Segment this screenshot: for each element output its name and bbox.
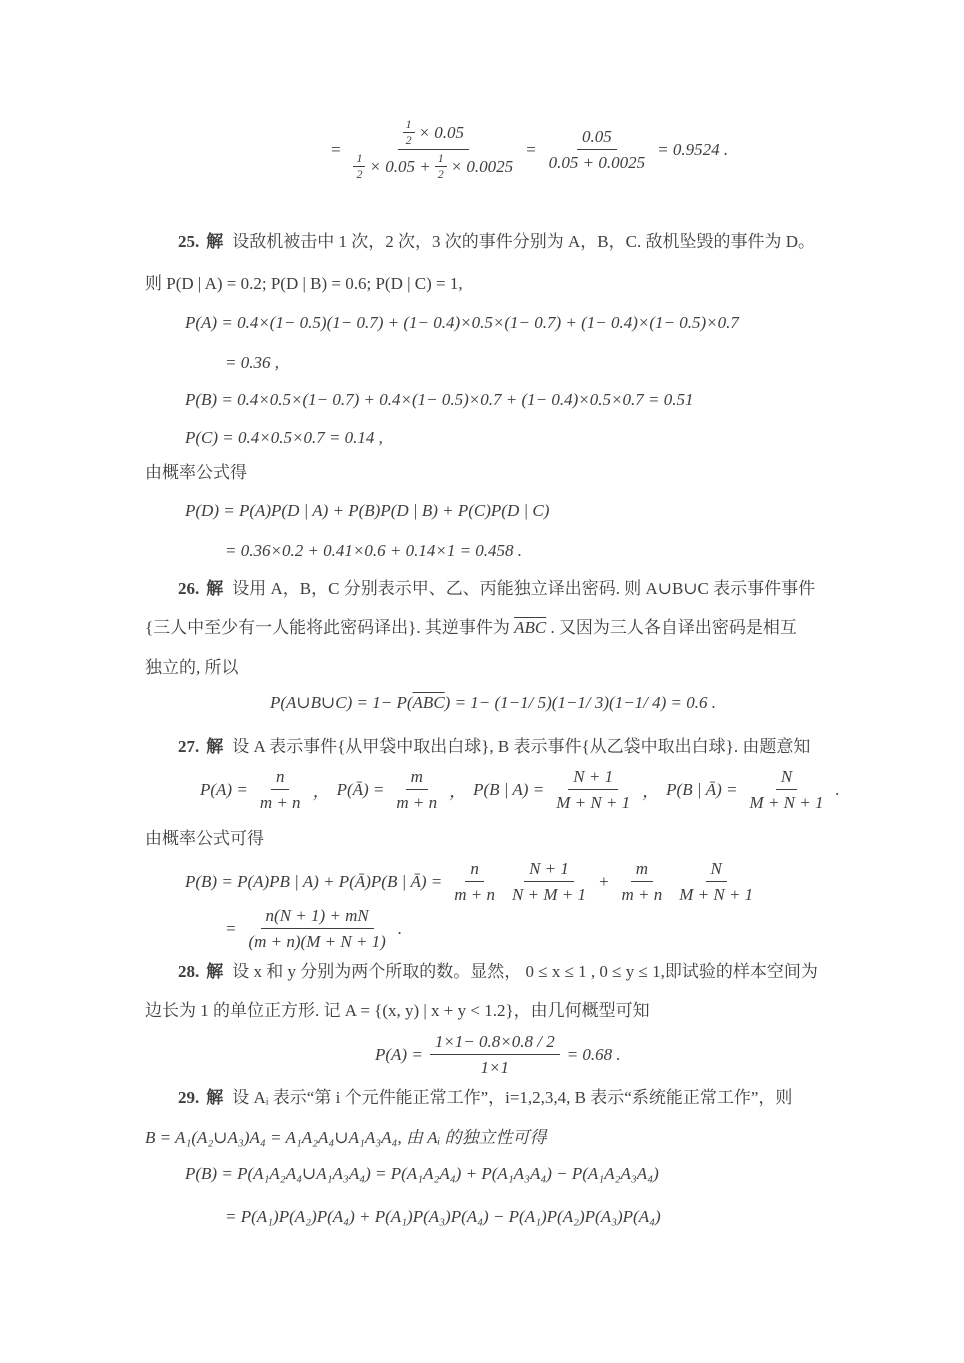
problem-number: 28. (178, 962, 200, 981)
problem-number: 27. (178, 737, 200, 756)
numerator: 1 (435, 152, 447, 167)
separator: ， (642, 782, 660, 801)
denominator: 2 (405, 133, 412, 147)
problem-text: 边长为 1 的单位正方形. 记 A = {(x, y) | x + y < 1.2}，由几何概型可知 (145, 1001, 650, 1020)
denominator: 2 (356, 167, 363, 181)
equation-bayes-result (330, 118, 728, 181)
equation-p-a (185, 311, 739, 335)
problem-number: 29. (178, 1088, 200, 1107)
equation-system-probability-expanded (225, 1205, 661, 1229)
body-text: 由概率公式得 (145, 463, 247, 482)
denominator-text: × 0.05 + (369, 157, 431, 176)
numerator: n (271, 766, 290, 790)
equation-total-probability-result (225, 905, 402, 952)
fraction (391, 766, 442, 813)
fraction (243, 905, 390, 952)
equals-sign: = (330, 139, 342, 159)
equation-text: P(A) = (375, 1044, 423, 1064)
equation-text: P(Ā) = (336, 779, 385, 799)
denominator: M + N + 1 (556, 793, 631, 812)
solution-label: 解 (206, 962, 224, 981)
equation-probabilities-row (200, 766, 840, 813)
equation-text: P(A∪B∪C) = 1− P( (270, 693, 413, 712)
fraction-one-half (403, 118, 415, 147)
numerator: N + 1 (568, 766, 618, 790)
problem-text: 独立的, 所以 (145, 658, 239, 677)
equals-sign: = (225, 918, 237, 938)
numerator: 1 (403, 118, 415, 133)
solution-label: 解 (206, 232, 224, 251)
plus-sign: + (597, 871, 610, 891)
fraction (745, 766, 829, 813)
equation-result: = 0.9524 . (657, 139, 729, 159)
numerator: N (706, 858, 727, 882)
denominator: m + n (259, 793, 301, 812)
problem-29-line-1 (145, 1086, 792, 1110)
problem-text: 设用 A，B，C 分别表示甲、乙、丙能独立译出密码. 则 A∪B∪C 表示事件事件 (232, 579, 816, 598)
equation-union-probability (270, 691, 716, 715)
problem-26-line-2 (145, 616, 797, 640)
period: . (835, 779, 840, 799)
fraction-one-half (353, 152, 365, 181)
equals-sign: = (525, 139, 537, 159)
problem-text: 设 A 表示事件{从甲袋中取出白球}, B 表示事件{从乙袋中取出白球}. 由题意知 (232, 737, 811, 756)
complement-event-abc: $\overline{ABC}$ (514, 618, 547, 637)
fraction (544, 126, 650, 173)
fraction (348, 118, 518, 181)
denominator: 2 (437, 167, 444, 181)
problem-number: 25. (178, 232, 200, 251)
equation-text: P(D) = P(A)P(D | A) + P(B)P(D | B) + P(C)P(D | C) (185, 501, 550, 520)
problem-25-line-1 (145, 230, 815, 254)
problem-number: 26. (178, 579, 200, 598)
fraction (449, 858, 500, 905)
equation-text: P(A) = (200, 779, 248, 799)
numerator-text: × 0.05 (418, 123, 465, 142)
denominator-text: × 0.0025 (450, 157, 514, 176)
denominator: M + N + 1 (679, 885, 754, 904)
solution-label: 解 (206, 579, 224, 598)
problem-25-text-2 (145, 461, 247, 485)
problem-text: . 又因为三人各自译出密码是相互 (546, 618, 797, 637)
problem-28-line-1 (145, 960, 818, 984)
numerator: 1×1− 0.8×0.8 / 2 (430, 1031, 560, 1055)
equation-p-d-result (225, 539, 522, 563)
equation-text: = P(A₁)P(A₂)P(A₄) + P(A₁)P(A₃)P(A₄) − P(A₁)P(A₂)P(A₃)P(A₄) (225, 1207, 661, 1226)
equation-p-a-result (225, 351, 279, 375)
equation-p-c (185, 426, 383, 450)
problem-29-line-2 (145, 1126, 547, 1150)
denominator: M + N + 1 (749, 793, 824, 812)
separator: ， (449, 782, 467, 801)
complement-event-abc: $\overline{ABC}$ (412, 693, 445, 712)
equation-p-b (185, 388, 693, 412)
denominator: m + n (396, 793, 438, 812)
denominator: 0.05 + 0.0025 (548, 153, 646, 172)
separator: ， (312, 782, 330, 801)
equation-text: P(B) = P(A₁A₂A₄∪A₁A₃A₄) = P(A₁A₂A₄) + P(A₁A₃A₄) − P(A₁A₂A₃A₄) (185, 1164, 659, 1183)
fraction (255, 766, 306, 813)
problem-text: 设敌机被击中 1 次，2 次，3 次的事件分别为 A，B，C. 敌机坠毁的事件为 D。 (232, 232, 815, 251)
problem-text: {三人中至少有一人能将此密码译出}. 其逆事件为 (145, 618, 515, 637)
equation-system-probability (185, 1162, 659, 1186)
problem-text: 设 x 和 y 分别为两个所取的数。显然， 0 ≤ x ≤ 1 , 0 ≤ y ≤ 1,即试验的样本空间为 (232, 962, 818, 981)
equation-text: P(B | A) = (473, 779, 545, 799)
fraction (507, 858, 591, 905)
equation-text: P(B) = 0.4×0.5×(1− 0.7) + 0.4×(1− 0.5)×0.7 + (1− 0.4)×0.5×0.7 = 0.51 (185, 390, 694, 409)
equation-text: B = A₁(A₂∪A₃)A₄ = A₁A₂A₄∪A₁A₃A₄, 由 Aᵢ 的独立性可得 (145, 1128, 547, 1147)
denominator: (m + n)(M + N + 1) (248, 932, 386, 951)
problem-27-text-2 (145, 827, 264, 851)
fraction (430, 1031, 560, 1078)
fraction (674, 858, 758, 905)
denominator: m + n (621, 885, 663, 904)
solution-label: 解 (206, 1088, 224, 1107)
fraction (551, 766, 635, 813)
problem-27-line-1 (145, 735, 810, 759)
equation-text: ) = 1− (1−1/ 5)(1−1/ 3)(1−1/ 4) = 0.6 . (444, 693, 717, 712)
numerator: N (776, 766, 797, 790)
problem-28-line-2 (145, 999, 650, 1023)
equation-text: P(B | Ā) = (666, 779, 738, 799)
fraction-one-half (435, 152, 447, 181)
numerator: N + 1 (524, 858, 574, 882)
denominator: m + n (454, 885, 496, 904)
numerator: 0.05 (577, 126, 617, 150)
equation-text: P(B) = P(A)PB | A) + P(Ā)P(B | Ā) = (185, 871, 443, 891)
equation-text: = 0.36×0.2 + 0.41×0.6 + 0.14×1 = 0.458 . (225, 541, 523, 560)
denominator: N + M + 1 (512, 885, 586, 904)
numerator: 1 (353, 152, 365, 167)
problem-25-line-2 (145, 272, 463, 296)
equation-total-probability (185, 858, 758, 905)
numerator: m (631, 858, 653, 882)
problem-26-line-3 (145, 656, 239, 680)
equation-text: = 0.36 , (225, 353, 279, 372)
equation-text: P(C) = 0.4×0.5×0.7 = 0.14 , (185, 428, 383, 447)
numerator: n(N + 1) + mN (261, 905, 374, 929)
numerator: m (406, 766, 428, 790)
denominator: 1×1 (480, 1058, 509, 1077)
problem-text: 设 Aᵢ 表示“第 i 个元件能正常工作”，i=1,2,3,4, B 表示“系统能正常工作”，则 (232, 1088, 793, 1107)
equation-p-d (185, 499, 549, 523)
problem-26-line-1 (145, 577, 815, 601)
numerator: n (465, 858, 484, 882)
problem-text: 则 P(D | A) = 0.2; P(D | B) = 0.6; P(D | C) = 1, (145, 274, 463, 293)
fraction (616, 858, 667, 905)
period: . (397, 918, 403, 938)
body-text: 由概率公式可得 (145, 829, 264, 848)
equation-geometric-probability (375, 1031, 621, 1078)
equation-text: P(A) = 0.4×(1− 0.5)(1− 0.7) + (1− 0.4)×0.5×(1− 0.7) + (1− 0.4)×(1− 0.5)×0.7 (185, 313, 739, 332)
equation-result: = 0.68 . (566, 1044, 621, 1064)
solution-label: 解 (206, 737, 224, 756)
